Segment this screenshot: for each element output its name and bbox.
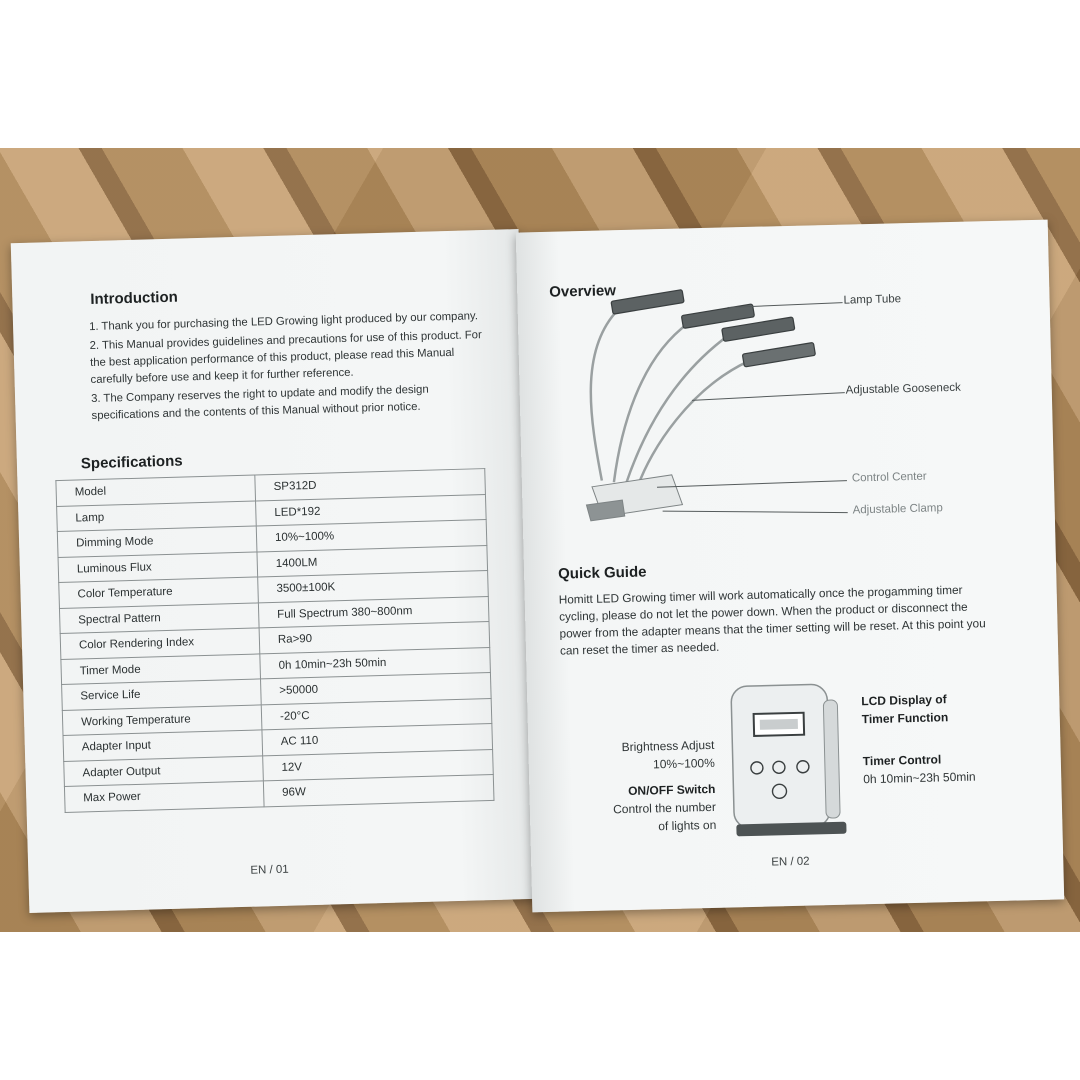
timer-label: Timer Control: [862, 752, 942, 769]
spec-value: 96W: [263, 774, 494, 806]
quick-guide-heading: Quick Guide: [557, 563, 647, 583]
spec-name: Spectral Pattern: [59, 602, 259, 633]
spec-name: Model: [56, 475, 256, 506]
brightness-range: 10%~100%: [652, 755, 715, 772]
specifications-table: [55, 468, 494, 812]
spec-value: 0h 10min~23h 50min: [260, 647, 491, 679]
spec-value: >50000: [261, 672, 492, 704]
onoff-label: ON/OFF Switch: [627, 781, 716, 799]
spec-value: 1400LM: [257, 545, 488, 577]
introduction-list: [89, 308, 492, 427]
quick-guide-text: Homitt LED Growing timer will work automatically once the progamming timer cycling, please do not let the power down. When the product or disconnect the power from the adapter means that the timer setting will be reset. At this point you can reset the timer as needed.: [558, 582, 986, 658]
intro-item: 2. This Manual provides guidelines and precautions for use of this product. For the best application performance of this product, please read this Manual carefully before use and keep it for further reference.: [89, 329, 482, 387]
spec-name: Service Life: [62, 679, 262, 710]
label-onoff-switch: [579, 780, 716, 837]
label-brightness-adjust: [584, 736, 715, 775]
spec-value: 3500±100K: [258, 571, 489, 603]
spec-value: Full Spectrum 380~800nm: [258, 596, 489, 628]
label-lamp-tube: Lamp Tube: [843, 293, 902, 307]
spec-value: LED*192: [256, 494, 487, 526]
spec-value: SP312D: [255, 469, 486, 501]
onoff-desc-2: of lights on: [658, 817, 717, 834]
intro-item: 1. Thank you for purchasing the LED Growing light produced by our company.: [88, 310, 479, 334]
spec-value: 12V: [263, 749, 494, 781]
page-number-right: EN / 02: [771, 855, 810, 869]
spec-name: Color Temperature: [59, 577, 259, 608]
spec-name: Adapter Output: [64, 755, 264, 786]
spec-value: Ra>90: [259, 622, 490, 654]
spec-name: Lamp: [57, 500, 257, 531]
lcd-line-1: LCD Display of: [861, 692, 947, 709]
spec-name: Timer Mode: [61, 653, 261, 684]
label-lcd-display: [861, 690, 948, 728]
spec-name: Working Temperature: [62, 704, 262, 735]
spec-name: Adapter Input: [63, 730, 263, 761]
lcd-line-2: Timer Function: [861, 710, 949, 727]
overview-heading: Overview: [549, 282, 617, 301]
specifications-heading: Specifications: [80, 452, 183, 473]
spec-name: Dimming Mode: [57, 526, 257, 557]
spec-value: AC 110: [262, 723, 493, 755]
intro-item: 3. The Company reserves the right to update and modify the design specifications and the contents of this Manual without prior notice.: [90, 383, 429, 423]
spec-value: -20°C: [261, 698, 492, 730]
manual-page-left: [11, 229, 538, 913]
spec-name: Luminous Flux: [58, 551, 258, 582]
grow-lamp-illustration: [577, 281, 1003, 531]
spec-name: Max Power: [64, 781, 264, 812]
timer-range: 0h 10min~23h 50min: [863, 769, 976, 787]
label-gooseneck: Adjustable Gooseneck: [845, 381, 961, 397]
page-number-left: EN / 01: [250, 863, 289, 877]
spec-value: 10%~100%: [256, 520, 487, 552]
label-timer-control: [863, 750, 976, 789]
label-control-center: Control Center: [851, 470, 927, 485]
control-unit-illustration: [727, 680, 851, 843]
label-adjustable-clamp: Adjustable Clamp: [852, 502, 943, 517]
manual-page-right: [516, 220, 1064, 913]
introduction-heading: Introduction: [90, 288, 179, 309]
spec-name: Color Rendering Index: [60, 628, 260, 659]
onoff-desc-1: Control the number: [612, 799, 717, 817]
brightness-label: Brightness Adjust: [621, 737, 715, 755]
